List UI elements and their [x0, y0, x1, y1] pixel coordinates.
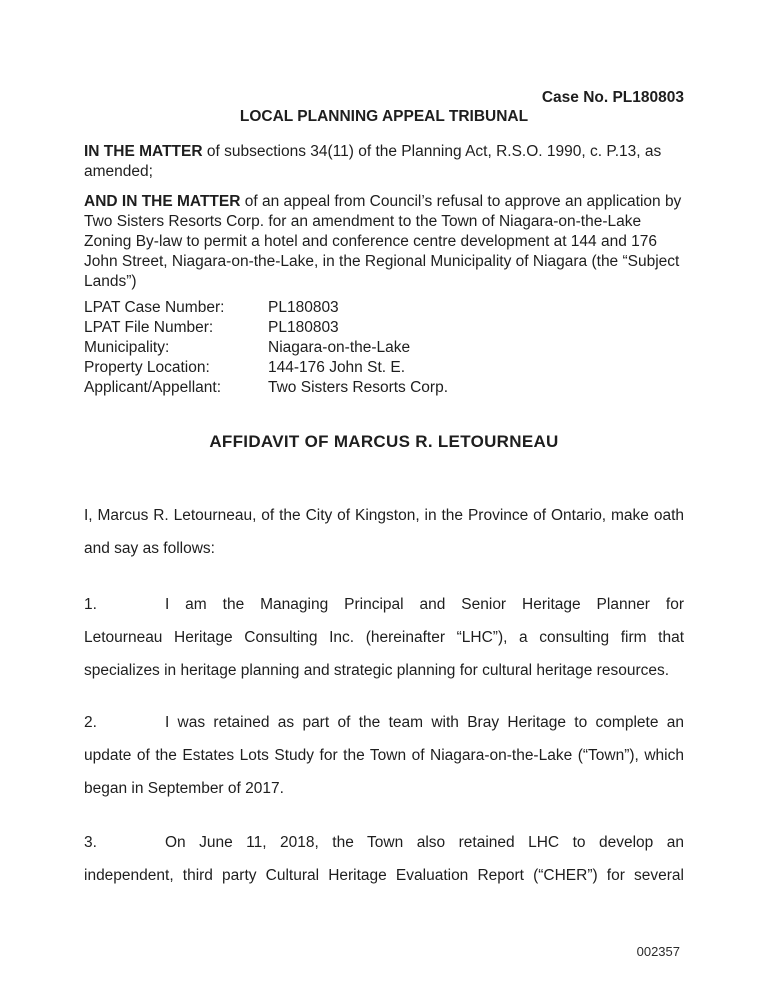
affidavit-paragraph-1: [84, 588, 684, 687]
detail-row: [84, 378, 684, 398]
affidavit-paragraph-2: [84, 706, 684, 805]
paragraph-number: 2.: [84, 714, 97, 731]
detail-row: [84, 298, 684, 318]
intro-line: and say as follows:: [84, 540, 215, 557]
matter-line: amended;: [84, 163, 153, 180]
detail-row: [84, 358, 684, 378]
detail-value: Niagara-on-the-Lake: [268, 339, 411, 356]
matter-paragraph-1: [84, 142, 704, 182]
matter-line: [84, 192, 704, 212]
paragraph-line: specializes in heritage planning and strategic planning for cultural heritage resources.: [84, 662, 670, 679]
paragraph-line: Letourneau Heritage Consulting Inc. (hereinafter “LHC”), a consulting firm that: [84, 629, 684, 646]
paragraph-line: [84, 706, 684, 739]
matter-lead: IN THE MATTER: [84, 143, 203, 160]
case-number: Case No. PL180803: [541, 89, 684, 106]
paragraph-text: I am the Managing Principal and Senior Heritage Planner for: [164, 596, 684, 613]
paragraph-text: I was retained as part of the team with Bray Heritage to complete an: [164, 714, 684, 731]
paragraph-line: independent, third party Cultural Heritage Evaluation Report (“CHER”) for several: [84, 867, 684, 884]
case-details: [84, 298, 684, 398]
intro-line: I, Marcus R. Letourneau, of the City of Kingston, in the Province of Ontario, make oath: [84, 507, 684, 524]
matter-text: of an appeal from Council’s refusal to approve an application by: [240, 193, 682, 210]
affidavit-paragraph-3: [84, 826, 684, 892]
paragraph-line: [84, 826, 684, 859]
detail-value: PL180803: [268, 319, 339, 336]
detail-label: LPAT Case Number:: [84, 299, 225, 316]
detail-label: Municipality:: [84, 339, 170, 356]
paragraph-line: update of the Estates Lots Study for the Town of Niagara-on-the-Lake (“Town”), which: [84, 747, 684, 764]
matter-lead: AND IN THE MATTER: [84, 193, 241, 210]
page-number-footer: 002357: [636, 944, 680, 959]
matter-line: John Street, Niagara-on-the-Lake, in the Regional Municipality of Niagara (the “Subject: [84, 253, 680, 270]
paragraph-number: 1.: [84, 596, 97, 613]
matter-paragraph-2: [84, 192, 704, 292]
detail-label: LPAT File Number:: [84, 319, 214, 336]
detail-value: PL180803: [268, 299, 339, 316]
paragraph-text: On June 11, 2018, the Town also retained LHC to develop an: [164, 834, 684, 851]
paragraph-line: began in September of 2017.: [84, 780, 284, 797]
matter-line: [84, 142, 704, 162]
detail-label: Property Location:: [84, 359, 210, 376]
detail-value: 144-176 John St. E.: [268, 359, 406, 376]
affidavit-title: AFFIDAVIT OF MARCUS R. LETOURNEAU: [209, 432, 559, 451]
paragraph-line: [84, 588, 684, 621]
matter-line: Two Sisters Resorts Corp. for an amendment to the Town of Niagara-on-the-Lake: [84, 213, 642, 230]
paragraph-number: 3.: [84, 834, 97, 851]
detail-row: [84, 318, 684, 338]
matter-line: Lands”): [84, 273, 137, 290]
affidavit-intro: [84, 499, 684, 565]
matter-text: of subsections 34(11) of the Planning Act, R.S.O. 1990, c. P.13, as: [202, 143, 662, 160]
detail-row: [84, 338, 684, 358]
matter-line: Zoning By-law to permit a hotel and conference centre development at 144 and 176: [84, 233, 658, 250]
tribunal-title: LOCAL PLANNING APPEAL TRIBUNAL: [239, 108, 529, 125]
detail-label: Applicant/Appellant:: [84, 379, 222, 396]
detail-value: Two Sisters Resorts Corp.: [268, 379, 449, 396]
